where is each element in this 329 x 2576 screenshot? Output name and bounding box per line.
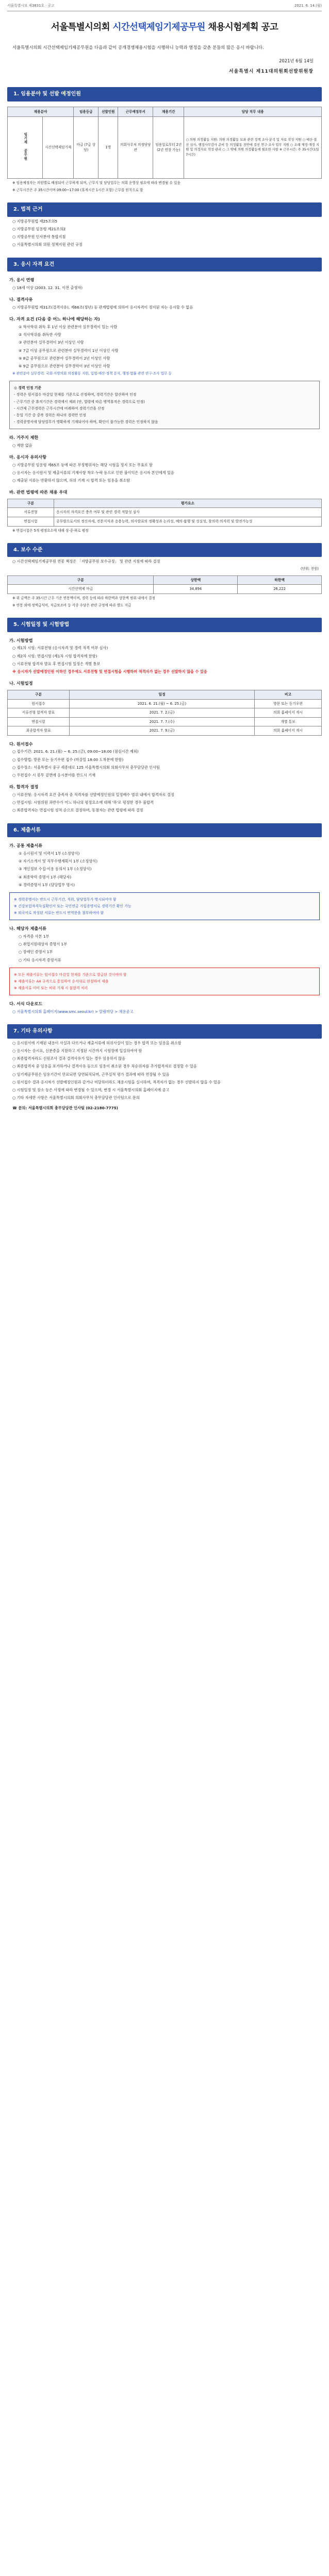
schedule-table [7,690,322,736]
th-duty: 담당 직무 내용 [184,107,322,116]
qual-sub-heading: 다. 자격 요건 (다음 중 어느 하나에 해당하는 자) [9,316,100,322]
note-item: ○ 최종합격자라도 신원조사 결과 결격사유가 있는 경우 임용하지 않음 [12,1056,125,1061]
note-item: ○ 시험일정 및 장소 등은 사정에 따라 변경될 수 있으며, 변경 시 서울특별시의회 홈페이지에 공고 [12,1088,170,1092]
sched-cell: 개별 통보 [255,717,322,726]
qual-text: ○ 18세 이상 (2003. 12. 31. 이전 출생자) [12,285,83,290]
career-note: ※ 관련분야 실무경력: 국회·지방의회 의정활동 지원, 입법·예산·정책 분석, 행정·법률 관련 연구·조사 업무 등 [12,371,172,376]
sched-cell: 의회 홈페이지 게시 [255,726,322,736]
salary-cell: 26,222 [238,585,322,594]
th-dept: 근무예정부서 [118,107,153,116]
box-line: ※ 제출서류 미비 또는 허위 기재 시 불합격 처리 [14,986,88,991]
salary-intro: ○ 시간선택제임기제공무원 연봉 책정은 「지방공무원 보수규정」 및 관련 지침에 따라 결정 [12,559,160,564]
schedule-text: ○ 접수방법: 방문 또는 등기우편 접수 (마감일 18:00 도착분에 한함) [12,757,124,762]
note-item: ○ 기타 자세한 사항은 서울특별시의회 의회사무처 총무담당관 인사팀으로 문의 [12,1095,140,1100]
cell-count: 1명 [98,116,118,178]
docs-sub-heading: 나. 해당자 제출서류 [9,926,47,931]
eval-cell: 서류전형 [8,508,54,517]
section-3-header: 3. 응시 자격 요건 [7,258,322,272]
doc-item: ④ 최종학력 증명서 1부 (해당자) [19,874,72,879]
th-count: 선발인원 [98,107,118,116]
doc-item: ○ 기타 응시자격 증빙서류 [19,957,61,962]
th-sched-note: 비고 [255,690,322,699]
salary-cell: 시간선택제 마급 [8,585,154,594]
doc-item: ⑤ 경력증명서 1부 (담당업무 명시) [19,882,75,887]
qual-req: ⑥ 9급 공무원으로 관련분야 실무경력이 3년 이상인 사람 [19,363,110,368]
legal-item: ○ 지방공무원법 제25조의5 [12,218,58,224]
th-salary-max: 상한액 [154,575,238,585]
box-line: ◎ 경력 인정 기준 [14,386,42,391]
qual-text: ○ 제출된 서류는 반환하지 않으며, 허위 기재 시 합격 또는 임용을 취소함 [12,478,130,483]
qual-req: ⑤ 8급 공무원으로 관련분야 실무경력이 2년 이상인 사람 [19,355,110,361]
schedule-sub-heading: 나. 시험일정 [9,681,33,686]
schedule-text: ○ 제1차 시험: 서류전형 (응시자격 및 경력 적격 여부 심사) [12,646,108,651]
schedule-text: ○ 최종합격자는 면접시험 성적 순으로 결정하며, 동점자는 관련 법령에 따라 결정 [12,808,143,813]
sched-cell: 2021. 7. 7.(수) [70,717,255,726]
sched-cell: 방문 또는 등기우편 [255,699,322,708]
salary-cell: 34,894 [154,585,238,594]
doc-item: ○ 장애인 증명서 1부 [19,950,53,955]
legal-item: ○ 지방공무원 임용령 제21조의2 [12,227,66,232]
box-line: ※ 모든 제출서류는 원서접수 마감일 현재를 기준으로 발급된 것이어야 함 [14,972,127,977]
qual-sub-heading: 가. 응시 연령 [9,277,35,283]
th-eval-element: 평가요소 [54,499,322,508]
box-line: ※ 외국어로 작성된 서류는 반드시 번역문을 첨부하여야 함 [14,911,104,916]
qual-text: ○ 제한 없음 [12,443,32,448]
sched-cell: 최종합격자 발표 [8,726,70,736]
box-line: - 근무기간 중 휴직기간은 경력에서 제외 (단, 법령에 따른 병역휴직은 경력으로 인정) [14,399,145,404]
section-2-header: 2. 법적 근거 [7,202,322,217]
doc-item: ② 자기소개서 및 직무수행계획서 1부 (소정양식) [19,859,98,864]
eval-cell: 공무원으로서의 정신자세, 전문지식과 응용능력, 의사발표의 정확성과 논리성, 예의·품행 및 성실성, 창의력·의지력 및 발전가능성 [54,517,322,526]
schedule-sub-heading: 다. 원서접수 [9,741,33,747]
schedule-text: ○ 서류전형 합격자 발표 후 면접시험 일정은 개별 통보 [12,661,101,666]
doc-item: ○ 취업지원대상자 증명서 1부 [19,942,68,947]
eval-note: ※ 면접시험은 5개 평정요소에 대해 상·중·하로 평정 [12,528,89,533]
sched-cell: 서류전형 합격자 발표 [8,708,70,718]
salary-note: ※ 연봉 외에 정액급식비, 직급보조비 등 각종 수당은 관련 규정에 따라 별도 지급 [12,603,131,607]
doc-item: ○ 자격증 사본 1부 [19,934,50,939]
section-1-header: 1. 임용분야 및 선발 예정인원 [7,87,322,101]
forms-link[interactable]: ○ 서울특별시의회 홈페이지(www.smc.seoul.kr) > 알림마당 > 채용공고 [12,1009,134,1014]
note-item: ○ 임기제공무원은 임용기간이 만료되면 당연퇴직되며, 근무실적 평가 결과에 따라 연장될 수 있음 [12,1072,170,1077]
docs-sub-heading: 가. 공통 제출서류 [9,843,43,849]
th-salary-min: 하한액 [238,575,322,585]
schedule-sub-heading: 라. 합격자 결정 [9,784,39,790]
schedule-text: ○ 서류전형: 응시자격 요건 충족자 중 적격자를 선발예정인원의 일정배수 범위 내에서 합격자로 결정 [12,792,174,797]
qual-sub-heading: 바. 관련 법령에 따른 채용 우대 [9,489,68,495]
legal-item: ○ 서울특별시의회 의원 정책지원 관련 규정 [12,242,83,247]
career-criteria-box [9,381,320,429]
schedule-sub-heading: 가. 시험방법 [9,637,33,643]
qual-req: ③ 관련분야 실무경력이 3년 이상인 사람 [19,340,84,345]
qual-text: ○ 지방공무원 임용령 제65조 등에 따른 부정행위자는 해당 시험을 정지 또는 무효로 함 [12,462,153,467]
th-eval-type: 구분 [8,499,54,508]
qual-text: ○ 응시자는 응시원서 및 제출서류의 기재사항 착오·누락 등으로 인한 불이익은 응시자 본인에게 있음 [12,470,174,475]
box-line: - 경력증명서에 담당업무가 명확하게 기재되어야 하며, 확인이 불가능한 경력은 인정하지 않음 [14,419,158,424]
sched-cell: 2021. 7. 2.(금) [70,708,255,718]
schedule-warning: ※ 응시자가 선발예정인원 이하인 경우에도 서류전형 및 면접시험을 시행하며 적격자가 없는 경우 선발하지 않을 수 있음 [12,669,207,674]
sched-cell: 2021. 6. 21.(월) ~ 6. 25.(금) [70,699,255,708]
sched-cell: 2021. 7. 9.(금) [70,726,255,736]
qual-text: ○ 지방공무원법 제31조(결격사유), 제66조(정년) 등 관계법령에 의하여 응시자격이 정지된 자는 응시할 수 없음 [12,304,193,310]
salary-table [7,575,322,594]
sched-cell: 의회 홈페이지 게시 [255,708,322,718]
contact-info: ☎ 문의: 서울특별시의회 총무담당관 인사팀 (02-2180-7775) [12,1106,118,1111]
schedule-text: ○ 우편접수 시 봉투 겉면에 응시분야를 반드시 기재 [12,773,96,778]
qual-req: ② 석사학위를 취득한 사람 [19,332,61,337]
schedule-text: ○ 제2차 시험: 면접시험 (제1차 시험 합격자에 한함) [12,653,97,658]
salary-unit: (단위: 천원) [301,567,319,571]
box-line: ※ 경력증명서는 반드시 근무기간, 직위, 담당업무가 명시되어야 함 [14,897,117,902]
th-salary-type: 구분 [8,575,154,585]
note-item: ○ 응시자는 응시표, 신분증을 지참하고 지정된 시간까지 시험장에 입실하여야 함 [12,1048,142,1053]
box-line: ※ 건강보험자격득실확인서 또는 국민연금 가입증명서로 경력기간 확인 가능 [14,904,131,909]
cell-dept: 의회사무처 의정담당관 [118,116,153,178]
cell-grade: 마급 (7급 상당) [74,116,98,178]
qual-sub-heading: 나. 결격사유 [9,297,33,302]
sched-cell: 면접시험 [8,717,70,726]
th-period: 채용기간 [153,107,184,116]
position-table [7,107,322,179]
gazette-header [7,0,322,11]
th-grade: 임용등급 [74,107,98,116]
docs-note-box [9,892,320,920]
notice-intro: 서울특별시의회 시간선택제임기제공무원을 다음과 같이 공개경쟁채용시험을 시행하니 능력과 열정을 갖춘 분들의 많은 응시 바랍니다. [12,44,264,50]
th-sched-type: 구분 [8,690,70,699]
cell-period: 임용일로부터 2년 (2년 연장 가능) [153,116,184,178]
gazette-issue: 서울특별시보 제3831호 · 공고 [7,4,55,8]
cell-field: 시간선택제임기제 [43,116,74,178]
box-line: - 시간제 근무경력은 근무시간에 비례하여 경력기간을 산정 [14,406,105,411]
eval-cell: 응시자의 자격요건 충족 여부 및 관련 경력 적합성 심사 [54,508,322,517]
sched-cell: 원서접수 [8,699,70,708]
note-item: ○ 최종합격자 중 임용을 포기하거나 결격사유 등으로 임용이 취소된 경우 차순위자를 추가합격자로 결정할 수 있음 [12,1064,197,1069]
notice-title [7,21,322,35]
box-line: - 동일 기간 중 중복 경력은 하나의 경력만 인정 [14,413,86,417]
row-label: 임기제 공무원 [23,132,27,161]
section-6-header: 6. 제출서류 [7,823,322,838]
title-prefix: 서울특별시의회 [51,22,113,32]
section-7-header: 7. 기타 유의사항 [7,1024,322,1039]
th-field: 채용분야 [8,107,74,116]
qual-sub-heading: 마. 응시자 유의사항 [9,454,47,460]
note-item: ○ 응시원서에 기재된 내용이 사실과 다르거나 제출서류에 허위사실이 있는 경우 합격 또는 임용을 취소함 [12,1040,182,1045]
box-line: ※ 제출서류는 A4 규격으로 통일하여 순서대로 편철하여 제출 [14,979,109,984]
eval-table [7,499,322,527]
position-footnote: ※ 근무시간은 주 35시간이며 09:00~17:00 (휴게시간 1시간 포함) 근무를 원칙으로 함 [12,188,143,193]
section-5-header: 5. 시험일정 및 시험방법 [7,618,322,632]
doc-item: ③ 개인정보 수집·이용 동의서 1부 (소정양식) [19,867,92,872]
schedule-text: ○ 접수장소: 서울특별시 중구 세종대로 125 서울특별시의회 의회사무처 총무담당관 인사팀 [12,765,160,770]
note-item: ○ 원서접수 결과 응시자가 선발예정인원과 같거나 미달하더라도 채용시험을 실시하며, 적격자가 없는 경우 선발하지 않을 수 있음 [12,1079,221,1084]
section-4-header: 4. 보수 수준 [7,543,322,557]
gazette-date: 2021. 6. 14.(월) [294,4,322,8]
docs-sub-heading: 다. 서식 다운로드 [9,1001,43,1007]
qual-sub-heading: 라. 거주지 제한 [9,434,39,440]
title-highlight: 시간선택제임기제공무원 [112,22,205,32]
docs-warning-box [9,968,320,995]
legal-item: ○ 지방공무원 인사분야 통합지침 [12,234,66,240]
schedule-text: ○ 접수기간: 2021. 6. 21.(월) ~ 6. 25.(금), 09:00~18:00 (점심시간 제외) [12,749,139,754]
qual-req: ① 학사학위 취득 후 1년 이상 관련분야 실무경력이 있는 사람 [19,324,118,329]
salary-note: ※ 위 금액은 주 35시간 근무 기준 연봉액이며, 경력 등에 따라 하한액과 상한액 범위 내에서 결정 [12,596,155,600]
eval-cell: 면접시험 [8,517,54,526]
doc-item: ① 응시원서 및 이력서 1부 (소정양식) [19,851,80,856]
notice-issuer: 서울특별시 제11대의원회선발위원장 [228,69,314,75]
position-footnote: ※ 임용예정자는 의원별로 배정되어 근무하게 되며, 근무지 및 담당업무는 의회 운영상 필요에 따라 변경될 수 있음 [12,180,180,185]
schedule-text: ○ 면접시험: 시험위원 과반수가 어느 하나의 평정요소에 대해 '하'로 평정한 경우 불합격 [12,800,154,805]
notice-date: 2021년 6월 14일 [279,58,314,64]
qual-req: ④ 7급 이상 공무원으로 관련분야 실무경력이 1년 이상인 사람 [19,348,119,353]
title-suffix: 채용시험계획 공고 [205,22,278,32]
box-line: - 경력은 원서접수 마감일 현재를 기준으로 산정하며, 경력기간은 합산하여 인정 [14,393,137,397]
cell-duty: ○ 의원 의정활동 지원: 의원 의정활동 보좌 관련 정책 조사·분석 및 자료 작성 지원 ○ 예산·결산 심사, 행정사무감사 준비 등 의정활동 전반에 걸친 연구·조사 업무 지원 ○ 조례 제정·개정 지원 및 의정자료 작성·관리 ○ 그 밖에 의원 의정활동에 필요한 사항 ※ 근무시간: 주 35시간(1일 7시간) [184,116,322,178]
th-sched-date: 일정 [70,690,255,699]
